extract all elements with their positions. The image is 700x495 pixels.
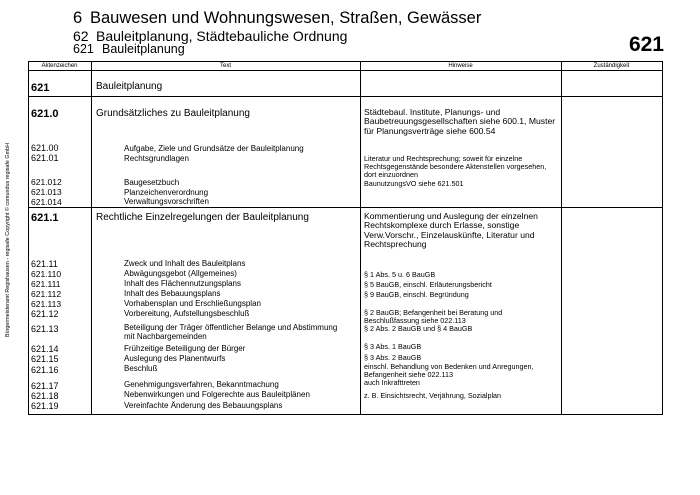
item-code: 621.16 xyxy=(31,365,59,375)
hint-line: § 2 BauGB; Befangenheit bei Beratung und xyxy=(364,308,503,317)
hint-line: auch Inkrafttreten xyxy=(364,377,420,387)
item-text: Zweck und Inhalt des Bauleitplans xyxy=(124,259,246,268)
column-header-text: Text xyxy=(219,63,231,69)
item-text-line: mit Nachbargemeinden xyxy=(124,331,207,341)
subgroup-title: Bauleitplanung xyxy=(102,42,185,56)
column-border xyxy=(91,61,92,415)
hint-line: Literatur und Rechtsprechung; soweit für einzelne xyxy=(364,154,523,163)
item-text: Abwägungsgebot (Allgemeines) xyxy=(124,269,237,278)
filing-plan-table xyxy=(28,61,663,415)
column-header-zustaendigkeit: Zuständigkeit xyxy=(593,63,630,69)
section-code: 621.0 xyxy=(31,108,59,120)
item-code: 621.112 xyxy=(31,289,62,299)
item-text: Inhalt des Bebauungsplans xyxy=(124,289,221,298)
item-hint: § 2 Abs. 2 BauGB und § 4 BauGB xyxy=(364,324,473,333)
item-text: Rechtsgrundlagen xyxy=(124,154,189,163)
item-code: 621.014 xyxy=(31,197,62,207)
subgroup-number: 621 xyxy=(73,42,94,56)
hint-line: Verw.Vorschr., Einzelauskünfte, Literatur und xyxy=(364,229,535,240)
section-title: Rechtliche Einzelregelungen der Bauleitplanung xyxy=(96,212,309,223)
item-text-line: Beteiligung der Träger öffentlicher Belange und Abstimmung xyxy=(124,323,338,332)
item-text: Nebenwirkungen und Folgerechte aus Bauleitplänen xyxy=(124,390,310,399)
header-row-border xyxy=(28,70,663,71)
item-hint: § 3 Abs. 2 BauGB xyxy=(364,353,422,362)
item-code: 621.13 xyxy=(31,324,59,334)
hint-line: Baubetreuungsgesellschaften siehe 600.1, Muster xyxy=(364,116,556,127)
item-code: 621.18 xyxy=(31,391,59,401)
item-code: 621.11 xyxy=(31,259,58,269)
hint-line: einschl. Behandlung von Bedenken und Anregungen, xyxy=(364,362,534,371)
item-text: Baugesetzbuch xyxy=(124,178,180,187)
row-border xyxy=(28,207,663,208)
item-text: Vorbereitung, Aufstellungsbeschluß xyxy=(124,309,250,318)
hint-line: Beschlußfassung siehe 022.113 xyxy=(364,315,466,325)
item-text: Inhalt des Flächennutzungsplans xyxy=(124,279,241,288)
item-hint: § 3 Abs. 1 BauGB xyxy=(364,342,422,351)
group-title: Bauleitplanung, Städtebauliche Ordnung xyxy=(96,28,348,44)
section-hint xyxy=(364,212,538,250)
section-code: 621.1 xyxy=(31,212,59,224)
item-text: Auslegung des Planentwurfs xyxy=(124,354,226,363)
column-border xyxy=(662,61,663,415)
column-border xyxy=(360,61,361,415)
item-text: Verwaltungsvorschriften xyxy=(124,197,209,206)
item-code: 621.19 xyxy=(31,401,59,411)
item-text: Genehmigungsverfahren, Bekanntmachung xyxy=(124,380,279,389)
table-top-border xyxy=(28,61,663,62)
item-hint: BaunutzungsVO siehe 621.501 xyxy=(364,179,464,188)
group-number: 62 xyxy=(73,28,89,44)
item-code: 621.113 xyxy=(31,299,62,309)
chapter-number: 6 xyxy=(73,9,83,27)
item-hint: § 5 BauGB, einschl. Erläuterungsbericht xyxy=(364,280,492,289)
row-title: Bauleitplanung xyxy=(96,81,163,92)
vertical-copyright-note: Bürgermeisteramt Regishausen - regisafe Copyright © comundus regisafe GmbH xyxy=(5,143,11,337)
section-hint xyxy=(364,108,555,136)
item-hint xyxy=(364,363,533,387)
hint-line: für Planungsverträge siehe 600.54 xyxy=(364,125,496,136)
column-header-hinweise: Hinweise xyxy=(448,63,473,69)
hint-line: dort einzuordnen xyxy=(364,169,418,179)
item-text: Aufgabe, Ziele und Grundsätze der Bauleitplanung xyxy=(124,144,304,153)
item-text: Vereinfachte Änderung des Bebauungsplans xyxy=(124,401,283,410)
hint-line: Rechtsprechung xyxy=(364,239,427,250)
item-hint xyxy=(364,155,546,179)
item-text: Frühzeitige Beteiligung der Bürger xyxy=(124,344,246,353)
hint-line: Städtebaul. Institute, Planungs- und xyxy=(364,107,501,117)
item-code: 621.15 xyxy=(31,354,59,364)
item-hint xyxy=(364,309,502,325)
item-code: 621.17 xyxy=(31,381,59,391)
table-bottom-border xyxy=(28,414,663,415)
item-code: 621.12 xyxy=(31,309,59,319)
column-header-aktenzeichen: Aktenzeichen xyxy=(41,63,78,69)
column-border xyxy=(561,61,562,415)
item-code: 621.012 xyxy=(31,177,62,187)
item-text: Beschluß xyxy=(124,364,158,373)
row-border xyxy=(28,96,663,97)
item-code: 621.013 xyxy=(31,187,62,197)
hint-line: Rechtsgegenstände besondere Aktenstellen vorgesehen, xyxy=(364,161,547,171)
column-border xyxy=(28,61,29,415)
hint-line: Rechtskomplexe durch Erlasse, sonstige xyxy=(364,220,520,231)
item-code: 621.14 xyxy=(31,344,59,354)
item-hint: z. B. Einsichtsrecht, Verjährung, Sozialplan xyxy=(364,391,502,400)
item-text xyxy=(124,324,337,342)
item-text: Planzeichenverordnung xyxy=(124,188,209,197)
subgroup-heading xyxy=(73,42,185,56)
item-hint: § 9 BauGB, einschl. Begründung xyxy=(364,290,469,299)
item-code: 621.00 xyxy=(31,143,59,153)
section-title: Grundsätzliches zu Bauleitplanung xyxy=(96,108,250,119)
chapter-title: Bauwesen und Wohnungswesen, Straßen, Gewässer xyxy=(90,9,482,27)
hint-line: Kommentierung und Auslegung der einzelnen xyxy=(364,211,538,221)
row-code: 621 xyxy=(31,82,50,94)
item-code: 621.110 xyxy=(31,269,62,279)
item-code: 621.111 xyxy=(31,279,61,289)
page-number: 621 xyxy=(628,33,664,56)
hint-line: Befangenheit siehe 022.113 xyxy=(364,369,453,379)
item-code: 621.01 xyxy=(31,153,59,163)
chapter-heading xyxy=(73,9,481,28)
item-text: Vorhabensplan und Erschließungsplan xyxy=(124,299,261,308)
item-hint: § 1 Abs. 5 u. 6 BauGB xyxy=(364,270,436,279)
